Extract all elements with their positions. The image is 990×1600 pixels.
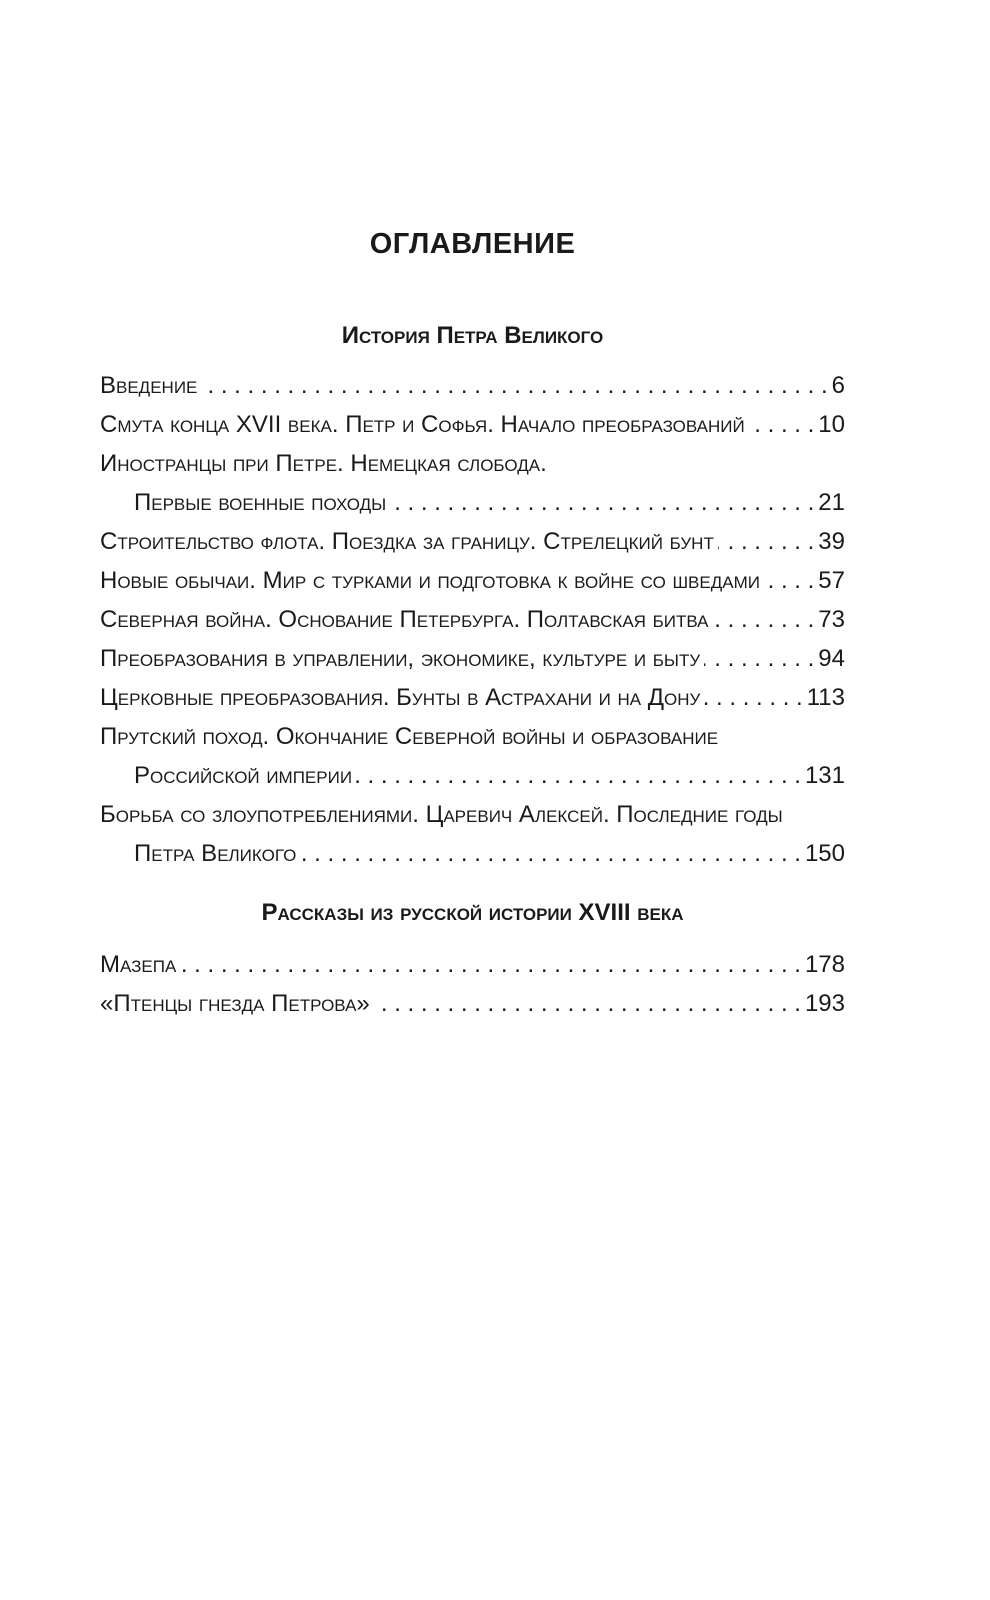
toc-title: ОГЛАВЛЕНИЕ — [369, 228, 576, 260]
toc-entry-title: Новые обычаи. Мир с турками и подготовка к войне со шведами — [100, 567, 760, 594]
toc-entry[interactable] — [100, 444, 845, 483]
toc-entry-page: 10 — [818, 411, 845, 438]
toc-entry-page: 73 — [818, 606, 845, 633]
dot-leader — [718, 522, 814, 561]
toc-entry-page: 6 — [831, 372, 845, 399]
toc-entry-page: 113 — [806, 684, 845, 711]
toc-entry[interactable] — [100, 639, 845, 678]
toc-entry-page: 131 — [804, 762, 845, 789]
dot-leader — [764, 561, 814, 600]
toc-entry[interactable] — [100, 405, 845, 444]
toc-entry[interactable] — [100, 522, 845, 561]
dot-leader — [374, 984, 801, 1023]
toc-entry-title: Петра Великого — [134, 840, 297, 867]
toc-entry[interactable] — [100, 795, 845, 834]
dot-leader — [201, 366, 827, 405]
toc-entry-title: Смута конца XVII века. Петр и Софья. Начало преобразований — [100, 411, 745, 438]
toc-entry-title: Иностранцы при Петре. Немецкая слобода. — [100, 450, 547, 477]
toc-list — [100, 366, 845, 873]
toc-entry[interactable] — [100, 945, 845, 984]
toc-entry-title: Прутский поход. Окончание Северной войны и образование — [100, 723, 719, 750]
dot-leader — [749, 405, 815, 444]
toc-entry-page: 178 — [804, 951, 845, 978]
toc-list — [100, 945, 845, 1023]
toc-page — [100, 0, 845, 1600]
toc-entry[interactable] — [100, 366, 845, 405]
dot-leader — [704, 639, 814, 678]
dot-leader — [390, 483, 814, 522]
toc-entry-page: 39 — [818, 528, 845, 555]
toc-entry[interactable] — [100, 600, 845, 639]
section-heading: История Петра Великого — [341, 322, 604, 349]
toc-entry[interactable] — [100, 984, 845, 1023]
toc-entry[interactable] — [100, 678, 845, 717]
toc-entry-continuation[interactable] — [100, 483, 845, 522]
toc-entry-page: 193 — [804, 990, 845, 1017]
toc-entry-page: 94 — [818, 645, 845, 672]
toc-entry-title: Введение — [100, 372, 198, 399]
toc-entry-title: Борьба со злоупотреблениями. Царевич Алексей. Последние годы — [100, 801, 783, 828]
dot-leader — [180, 945, 801, 984]
toc-entry-page: 150 — [804, 840, 845, 867]
toc-entry-title: Первые военные походы — [134, 489, 387, 516]
dot-leader — [712, 600, 814, 639]
toc-entry-title: Российской империи — [134, 762, 353, 789]
toc-entry-title: Северная война. Основание Петербурга. Полтавская битва — [100, 606, 709, 633]
toc-entry-title: Преобразования в управлении, экономике, культуре и быту — [100, 645, 701, 672]
toc-entry-title: «Птенцы гнезда Петрова» — [100, 990, 370, 1017]
toc-entry-page: 21 — [818, 489, 845, 516]
toc-entry-title: Церковные преобразования. Бунты в Астрахани и на Дону — [100, 684, 701, 711]
dot-leader — [356, 756, 801, 795]
toc-entry-continuation[interactable] — [100, 756, 845, 795]
toc-entry-title: Мазепа — [100, 951, 177, 978]
toc-entry-title: Строительство флота. Поездка за границу. Стрелецкий бунт — [100, 528, 714, 555]
toc-entry[interactable] — [100, 717, 845, 756]
dot-leader — [300, 834, 801, 873]
section-heading: Рассказы из русской истории XVIII века — [261, 899, 684, 926]
toc-entry[interactable] — [100, 561, 845, 600]
dot-leader — [704, 678, 802, 717]
toc-entry-continuation[interactable] — [100, 834, 845, 873]
toc-entry-page: 57 — [818, 567, 845, 594]
